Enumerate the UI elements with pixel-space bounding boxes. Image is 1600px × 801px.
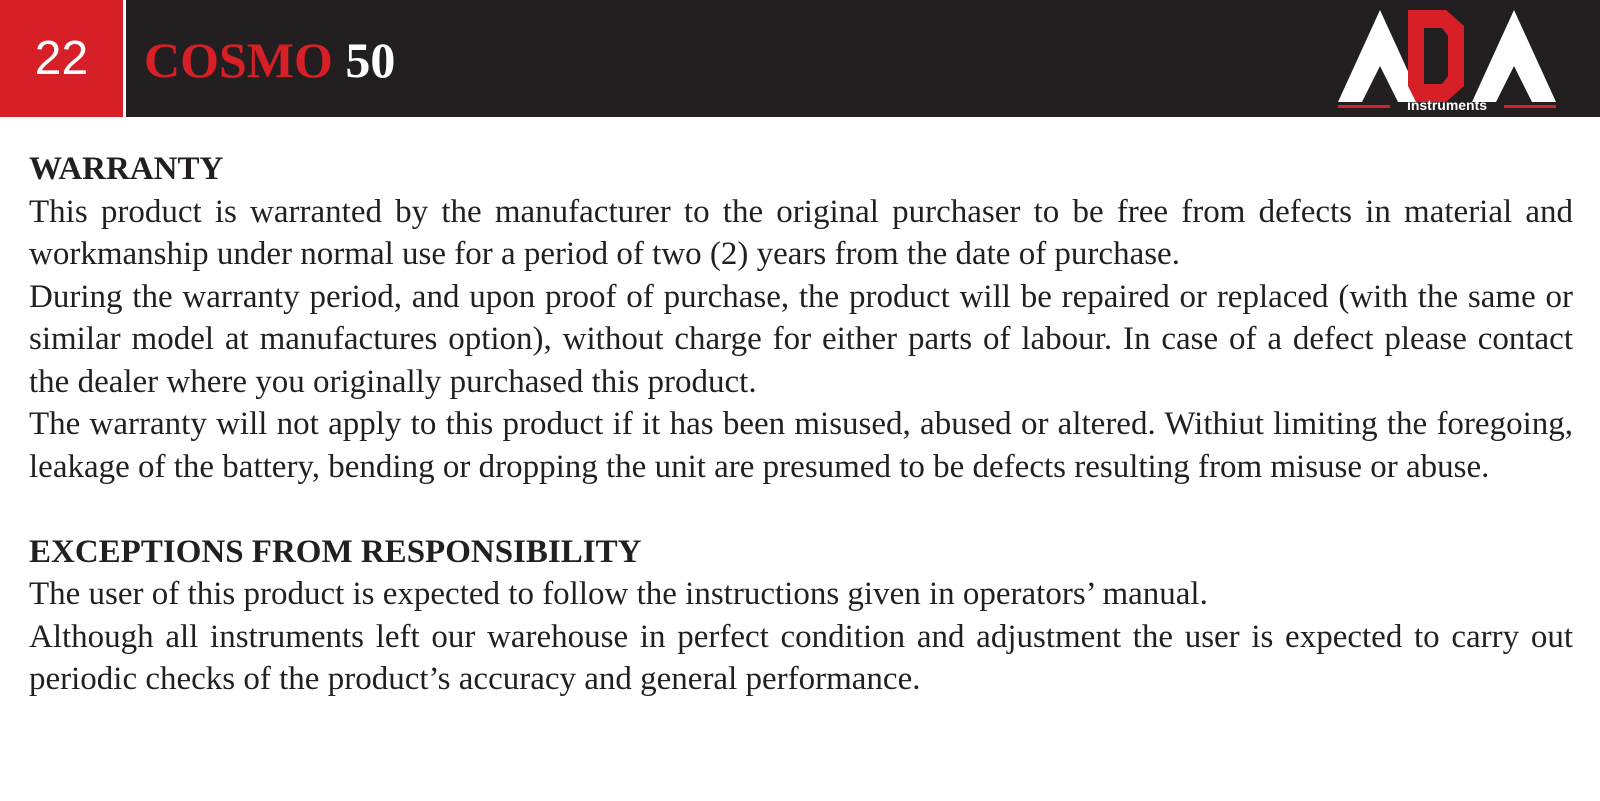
exceptions-paragraph-1: The user of this product is expected to follow the instructions given in operators’ manual. <box>29 576 1208 612</box>
section-heading-exceptions: EXCEPTIONS FROM RESPONSIBILITY <box>29 533 642 570</box>
product-title <box>144 28 395 92</box>
warranty-paragraph-2: During the warranty period, and upon proof of purchase, the product will be repaired or replaced (with the same or similar model at manufactures option), without charge for either parts of labour. In case of a defect please contact the dealer where you originally purchased this product. <box>29 278 1573 400</box>
exceptions-paragraph-2: Although all instruments left our warehouse in perfect condition and adjustment the user is expected to carry out periodic checks of the product’s accuracy and general performance. <box>29 618 1573 697</box>
warranty-paragraph-3: The warranty will not apply to this product if it has been misused, abused or altered. Withiut limiting the foregoing, leakage of the battery, bending or dropping the unit are presumed to be defects resulting from misuse or abuse. <box>29 406 1573 485</box>
product-model-name: COSMO <box>144 32 333 88</box>
page-number: 22 <box>0 0 123 117</box>
warranty-paragraph-1: This product is warranted by the manufacturer to the original purchaser to be free from defects in material and workmanship under normal use for a period of two (2) years from the date of purchase. <box>29 193 1573 272</box>
ada-instruments-logo <box>1338 6 1556 114</box>
document-body <box>29 148 1573 701</box>
section-heading-warranty: WARRANTY <box>29 151 224 187</box>
product-model-number: 50 <box>345 32 396 88</box>
page-header <box>0 0 1600 117</box>
section-spacer <box>29 488 1573 531</box>
page-number-divider <box>123 0 126 117</box>
svg-text:instruments: instruments <box>1406 97 1488 113</box>
